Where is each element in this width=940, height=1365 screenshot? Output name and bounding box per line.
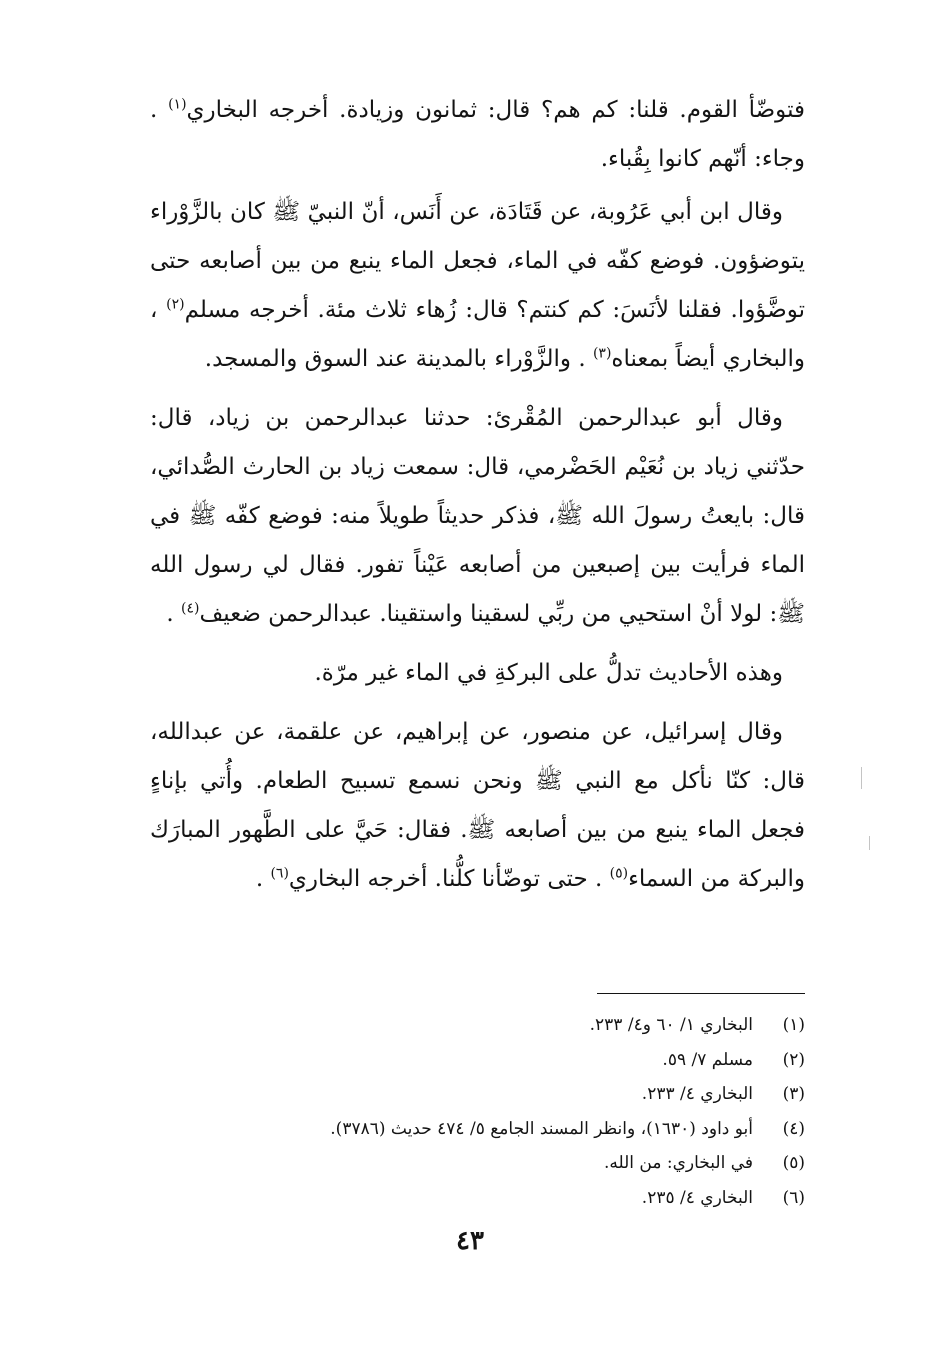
footnote-text: البخاري ٤/ ٢٣٣. bbox=[641, 1084, 753, 1104]
paragraph-text: ، والبخاري أيضاً بمعناه bbox=[150, 297, 805, 372]
footnote bbox=[150, 1112, 805, 1147]
footnote-number: (٤) bbox=[782, 1118, 805, 1139]
paragraph bbox=[150, 708, 805, 904]
footnote-reference: (٣) bbox=[592, 345, 612, 362]
footnote bbox=[150, 1146, 805, 1181]
paragraph-text: . bbox=[255, 866, 271, 892]
paragraph-text: . حتى توضّأنا كلُّنا. أخرجه البخاري bbox=[288, 866, 610, 892]
footnote-reference: (١) bbox=[168, 96, 187, 113]
paragraph bbox=[150, 394, 805, 639]
paragraph-text: . والزَّوْراء بالمدينة عند السوق والمسجد. bbox=[204, 346, 593, 372]
footnotes bbox=[150, 1008, 805, 1215]
paragraph-text: وقال أبو عبدالرحمن المُقْرئ: حدثنا عبدالرحمن بن زياد، قال: حدّثني زياد بن نُعَيْم الحَضْرمي، قال: سمعت زياد بن الحارث الصُّدائي، قال: بايعتُ رسولَ الله ﷺ، فذكر حديثاً طويلاً منه: فوضع كفّه ﷺ في الماء فرأيت بين إصبعين من أصابعه عَيْناً تفور. فقال لي رسول الله ﷺ: لولا أنْ استحيي من ربِّي لسقينا واستقينا. عبدالرحمن ضعيف bbox=[150, 405, 805, 627]
footnote-text: أبو داود (١٦٣٠)، وانظر المسند الجامع ٥/ ٤٧٤ حديث (٣٧٨٦). bbox=[330, 1118, 753, 1139]
paragraph-text: وهذه الأحاديث تدلُّ على البركةِ في الماء غير مرّة. bbox=[314, 660, 783, 686]
paragraph-text: وقال ابن أبي عَرُوبة، عن قَتَادَة، عن أَنَس، أنّ النبيّ ﷺ كان بالزَّوْراء يتوضؤون. فوضع كفّه في الماء، فجعل الماء ينبع من بين أصابعه حتى توضَّؤوا. فقلنا لأنَسَ: كم كنتم؟ قال: زُهاء ثلاث مئة. أخرجه مسلم bbox=[150, 199, 806, 323]
paragraph-text: فتوضّأ القوم. قلنا: كم هم؟ قال: ثمانون وزيادة. أخرجه البخاري bbox=[186, 97, 805, 123]
footnote-number: (٦) bbox=[782, 1187, 805, 1208]
footnote-reference: (٤) bbox=[181, 600, 200, 617]
footnote bbox=[150, 1008, 805, 1043]
paragraph-text: وقال إسرائيل، عن منصور، عن إبراهيم، عن علقمة، عن عبدالله، قال: كنّا نأكل مع النبي ﷺ ونحن نسمع تسبيح الطعام. وأُتي بإناءٍ فجعل الماء ينبع من بين أصابعه ﷺ. فقال: حَيَّ على الطَّهور المبارَك والبركة من السماء bbox=[150, 719, 805, 892]
paragraph bbox=[150, 86, 805, 184]
footnote-text: البخاري ٤/ ٢٣٥. bbox=[641, 1187, 753, 1208]
footnote bbox=[150, 1043, 805, 1078]
footnote-number: (٢) bbox=[782, 1049, 805, 1070]
footnote-text: مسلم ٧/ ٥٩. bbox=[662, 1049, 753, 1070]
margin-mark bbox=[869, 836, 870, 850]
footnote-number: (١) bbox=[782, 1015, 805, 1035]
page-number: ٤٣ bbox=[456, 1226, 484, 1256]
footnote-reference: (٥) bbox=[609, 865, 629, 882]
footnote bbox=[150, 1181, 805, 1216]
footnote bbox=[150, 1077, 805, 1112]
footnote-number: (٥) bbox=[782, 1153, 805, 1173]
footnote-reference: (٦) bbox=[270, 865, 289, 882]
footnote-separator bbox=[597, 993, 805, 994]
footnote-text: البخاري ١/ ٦٠ و٤/ ٢٣٣. bbox=[589, 1015, 753, 1035]
main-text bbox=[150, 86, 805, 914]
footnote-text: في البخاري: من الله. bbox=[603, 1153, 753, 1173]
footnote-reference: (٢) bbox=[166, 296, 185, 313]
paragraph bbox=[150, 188, 805, 384]
margin-mark bbox=[861, 767, 862, 789]
paragraph bbox=[150, 649, 805, 698]
footnote-number: (٣) bbox=[782, 1084, 805, 1104]
paragraph-text: . bbox=[166, 601, 182, 627]
paragraph-text: . وجاء: أنّهم كانوا بِقُباء. bbox=[150, 97, 805, 172]
